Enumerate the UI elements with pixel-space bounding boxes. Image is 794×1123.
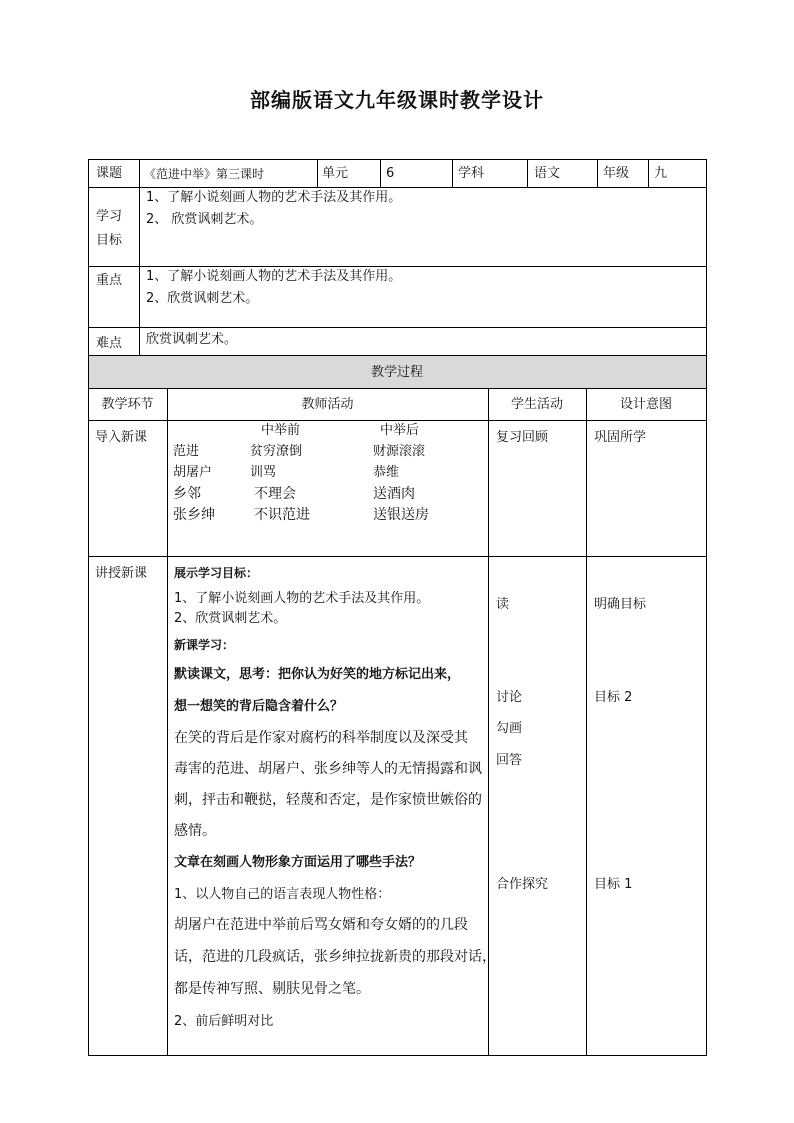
row-divider xyxy=(88,266,707,267)
intro-row-after: 恭维 xyxy=(373,465,400,480)
technique-1-detail: 胡屠户在范进中举前后骂女婿和夸女婿的的几段 xyxy=(174,917,468,933)
table-border-right xyxy=(706,159,707,1056)
table-border-bottom xyxy=(88,1055,707,1056)
intro-row-name: 胡屠户 xyxy=(173,465,213,480)
col-divider xyxy=(648,159,649,187)
row-divider xyxy=(88,355,707,356)
technique-1: 1、以人物自己的语言表现人物性格： xyxy=(174,887,391,902)
student-activity: 合作探究 xyxy=(496,877,549,892)
intro-row-before: 训骂 xyxy=(250,465,277,480)
intro-row-after: 财源滚滚 xyxy=(373,444,426,459)
keypoints-label: 重点 xyxy=(96,273,123,288)
table-border-top xyxy=(88,159,707,160)
answer-1: 感情。 xyxy=(174,823,216,839)
question-1-cont: 想一想笑的背后隐含着什么？ xyxy=(174,699,344,714)
difficulty-label: 难点 xyxy=(96,336,123,351)
unit-value: 6 xyxy=(386,166,395,181)
col-header-stage: 教学环节 xyxy=(101,397,154,412)
topic-label: 课题 xyxy=(96,166,123,181)
intro-row-after: 送银送房 xyxy=(373,507,429,523)
col-divider xyxy=(527,159,528,187)
col-divider xyxy=(452,159,453,187)
answer-1: 在笑的背后是作家对腐朽的科举制度以及深受其 xyxy=(174,730,468,746)
unit-label: 单元 xyxy=(322,166,349,181)
subject-value: 语文 xyxy=(534,166,561,181)
subject-label: 学科 xyxy=(458,166,485,181)
design-intent: 目标 2 xyxy=(594,690,633,705)
col-divider xyxy=(597,159,598,187)
intro-row-before: 不识范进 xyxy=(254,507,310,523)
answer-1: 刺，抨击和鞭挞，轻蔑和否定，是作家愤世嫉俗的 xyxy=(174,792,482,808)
lesson-goal: 2、欣赏讽刺艺术。 xyxy=(174,611,287,626)
keypoint-item: 1、了解小说刻画人物的艺术手法及其作用。 xyxy=(146,269,402,284)
technique-2: 2、前后鲜明对比 xyxy=(174,1014,274,1029)
table-border-left xyxy=(88,159,89,1056)
lesson-goal: 1、了解小说刻画人物的艺术手法及其作用。 xyxy=(174,591,430,606)
row-divider xyxy=(88,556,707,557)
page-title: 部编版语文九年级课时教学设计 xyxy=(250,88,544,112)
question-1: 默读课文，思考：把你认为好笑的地方标记出来， xyxy=(174,667,461,682)
question-2: 文章在刻画人物形象方面运用了哪些手法？ xyxy=(174,855,422,870)
student-activity: 读 xyxy=(496,597,510,612)
stage-lesson: 讲授新课 xyxy=(95,566,148,581)
grade-label: 年级 xyxy=(603,166,630,181)
show-goals-heading: 展示学习目标： xyxy=(174,566,259,580)
intro-student-activity: 复习回顾 xyxy=(496,430,549,445)
goal-item: 2、 欣赏讽刺艺术。 xyxy=(146,212,263,227)
new-learning-heading: 新课学习： xyxy=(174,638,235,652)
intro-head-after: 中举后 xyxy=(380,423,420,438)
intro-row-before: 贫穷潦倒 xyxy=(250,444,303,459)
design-intent: 目标 1 xyxy=(594,877,633,892)
student-activity: 讨论 xyxy=(496,690,523,705)
col-header-teacher: 教师活动 xyxy=(301,397,354,412)
difficulty-text: 欣赏讽刺艺术。 xyxy=(146,332,238,347)
intro-row-before: 不理会 xyxy=(254,486,296,502)
topic-value: 《范进中举》第三课时 xyxy=(144,167,265,181)
answer-1: 毒害的范进、胡屠户、张乡绅等人的无情揭露和讽 xyxy=(174,761,482,777)
intro-row-after: 送酒肉 xyxy=(373,486,415,502)
row-divider xyxy=(88,187,707,188)
col-divider xyxy=(139,159,140,356)
goals-label-line1: 学习 xyxy=(96,209,123,224)
process-header: 教学过程 xyxy=(370,365,423,380)
row-divider xyxy=(88,420,707,421)
intro-row-name: 范进 xyxy=(173,444,200,459)
technique-1-detail: 都是传神写照、剔肤见骨之笔。 xyxy=(174,981,370,997)
intro-row-name: 乡邻 xyxy=(173,486,201,502)
col-divider xyxy=(167,388,168,1056)
col-header-intent: 设计意图 xyxy=(619,397,672,412)
keypoint-item: 2、欣赏讽刺艺术。 xyxy=(146,291,259,306)
goal-item: 1、了解小说刻画人物的艺术手法及其作用。 xyxy=(146,190,402,205)
col-divider xyxy=(586,388,587,1056)
student-activity: 回答 xyxy=(496,753,523,768)
stage-intro: 导入新课 xyxy=(95,430,148,445)
col-divider xyxy=(380,159,381,187)
grade-value: 九 xyxy=(654,166,668,181)
intro-design-intent: 巩固所学 xyxy=(594,430,647,445)
student-activity: 勾画 xyxy=(496,721,523,736)
intro-head-before: 中举前 xyxy=(261,423,301,438)
col-divider xyxy=(317,159,318,187)
col-header-student: 学生活动 xyxy=(510,397,563,412)
intro-row-name: 张乡绅 xyxy=(173,507,215,523)
goals-label-line2: 目标 xyxy=(96,233,123,248)
technique-1-detail: 话，范进的几段疯话，张乡绅拉拢新贵的那段对话， xyxy=(174,949,496,965)
row-divider xyxy=(88,327,707,328)
row-divider xyxy=(88,388,707,389)
design-intent: 明确目标 xyxy=(594,597,647,612)
